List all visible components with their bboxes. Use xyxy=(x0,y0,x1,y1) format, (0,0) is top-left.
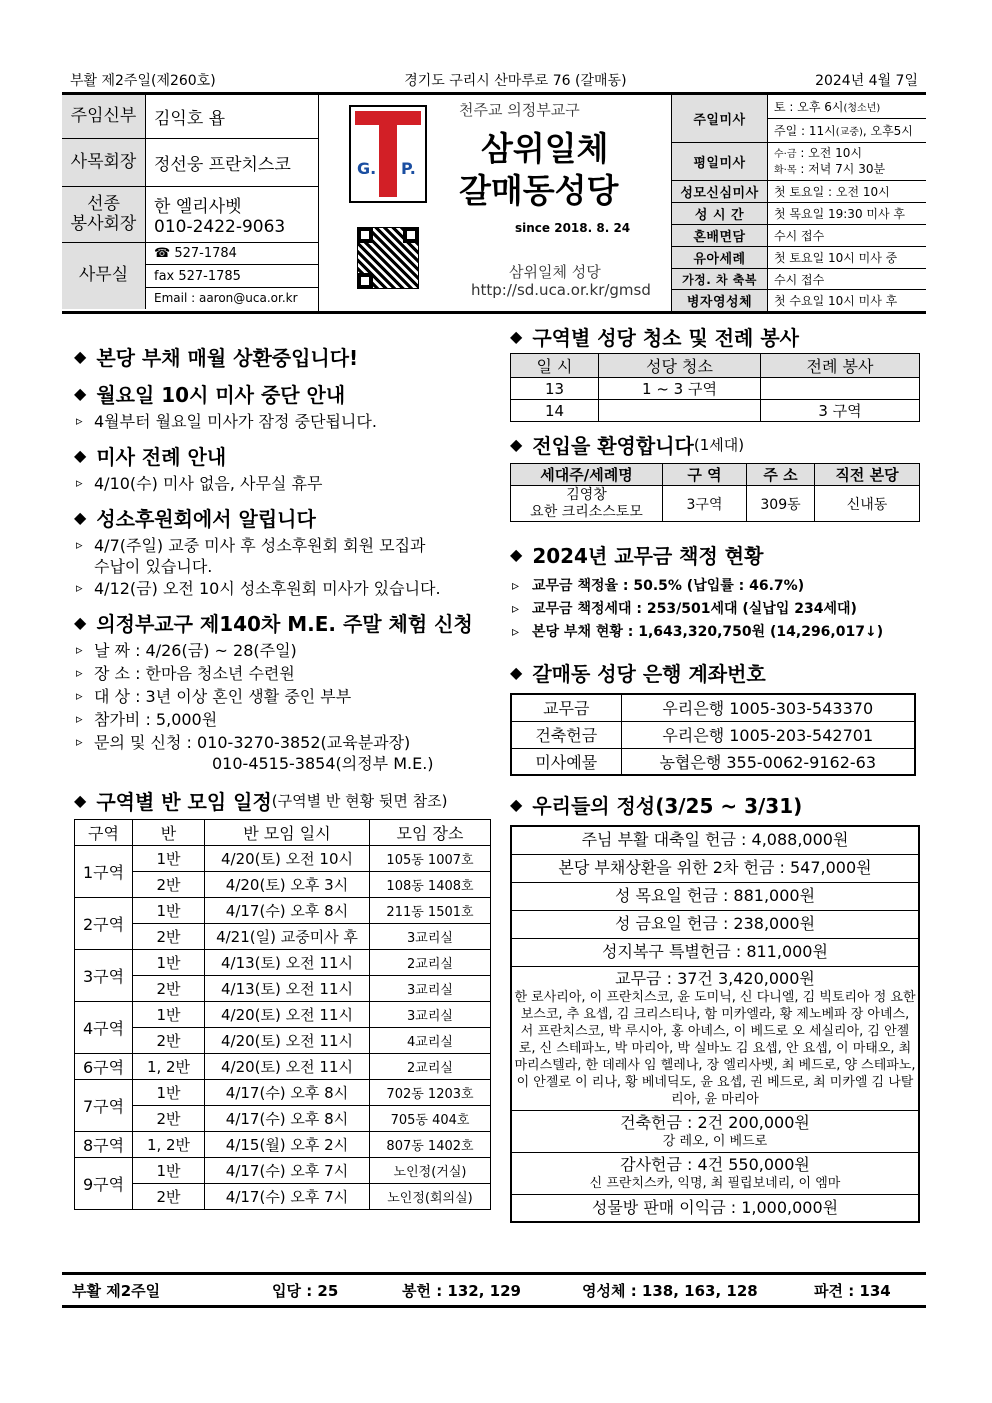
founding-date: since 2018. 8. 24 xyxy=(515,221,631,235)
diamond-icon: ◆ xyxy=(510,663,523,682)
sunday-sun: 주일 : 11시 xyxy=(774,124,836,138)
infant-baptism-label: 유아세례 xyxy=(672,247,768,268)
mission-phone: 010-2422-9063 xyxy=(154,217,286,237)
blessing-label: 가정. 차 축복 xyxy=(672,269,768,289)
new-family-table xyxy=(510,463,920,522)
issue-number: 부활 제2주일(제260호) xyxy=(70,73,216,89)
table-row: 교무금 : 37건 3,420,000원 한 로사리아, 이 프란치스코, 윤 도미닉, 신 다니엘, 김 빅토리아 정 요한보스코, 추 요셉, 김 크리스티나, 함 미카엘라, 황 제노베파 장 아녜스, 서 프란치스코, 박 루시아, 홍 아녜스, 이 베드로 오 세실리아, 김 안젤로, 신 스테파노, 박 마리아, 박 실바노 김 요셉, 안 요셉, 이 마태오, 최 마리스텔라, 한 데레사 임 헬레나, 장 엘리사벳, 최 베드로, 양 스테파노, 이 안젤로 이 리나, 황 베네딕도, 윤 요셉, 권 베드로, 최 미카엘 김 나탈리아, 윤 마리아 xyxy=(511,966,919,1110)
priest-label: 주임신부 xyxy=(62,95,146,138)
weekday-2-day: 화·목 xyxy=(774,164,797,176)
patron-heading: ◆ 성소후원회에서 알립니다 xyxy=(74,507,316,531)
mission-label: 선종 봉사회장 xyxy=(62,187,146,242)
table-header: 반 모임 일시 xyxy=(205,820,370,846)
table-row: 성 금요일 헌금 : 238,000원 xyxy=(511,910,919,938)
weekday-1-day: 수·금 xyxy=(774,148,797,160)
table-row: 2반 4/17(수) 오후 8시 705동 404호 xyxy=(75,1106,491,1132)
table-row: 2반 4/20(토) 오후 3시 108동 1408호 xyxy=(75,872,491,898)
table-row: 감사헌금 : 4건 550,000원 신 프란치스카, 익명, 최 필립보네리, 이 엠마 xyxy=(511,1152,919,1194)
table-row: 성물방 판매 이익금 : 1,000,000원 xyxy=(511,1194,919,1222)
mission-name: 한 엘리사벳 xyxy=(154,197,242,217)
list-item: ▹ 본당 부채 현황 : 1,643,320,750원 (14,296,017↓) xyxy=(512,621,926,644)
sunday-sat: 토 : 오후 6시 xyxy=(774,100,844,114)
diamond-icon: ◆ xyxy=(510,327,523,346)
table-header: 반 xyxy=(133,820,205,846)
table-header: 구 역 xyxy=(663,464,747,486)
table-header: 주 소 xyxy=(747,464,815,486)
diocese-name: 천주교 의정부교구 xyxy=(459,101,580,119)
table-row: 성 목요일 헌금 : 881,000원 xyxy=(511,882,919,910)
offering-table xyxy=(510,825,920,1223)
logo-g-text: G. xyxy=(357,159,377,178)
table-row: 건축헌금 : 2건 200,000원 강 레오, 이 베드로 xyxy=(511,1110,919,1152)
heart-mass-value: 첫 토요일 : 오전 10시 xyxy=(774,185,890,199)
diamond-icon: ◆ xyxy=(74,791,87,810)
list-item: ▹ 문의 및 신청 : 010-3270-3852(교육분과장) xyxy=(76,731,496,754)
offering-heading: ◆ 우리들의 정성(3/25 ~ 3/31) xyxy=(510,794,803,818)
sunday-sun-note: (교중) xyxy=(835,127,863,138)
list-item: ▹ 4월부터 월요일 미사가 잠정 중단됩니다. xyxy=(76,410,496,433)
holy-hour-label: 성 시 간 xyxy=(672,203,768,224)
table-row: 주님 부활 대축일 헌금 : 4,088,000원 xyxy=(511,826,919,854)
list-item: ▹ 4/10(수) 미사 없음, 사무실 휴무 xyxy=(76,472,496,495)
table-header: 일 시 xyxy=(511,354,599,378)
table-row: 14 3 구역 xyxy=(511,400,920,422)
left-column xyxy=(62,314,496,1223)
table-row: 2구역 1반 4/17(수) 오후 8시 211동 1501호 xyxy=(75,898,491,924)
issue-date: 2024년 4월 7일 xyxy=(815,73,918,89)
weekday-2: : 저녁 7시 30분 xyxy=(796,161,886,176)
me-heading: ◆ 의정부교구 제140차 M.E. 주말 체험 신청 xyxy=(74,612,473,636)
table-header: 세대주/세례명 xyxy=(511,464,663,486)
sunday-sun-tail: , 오후5시 xyxy=(862,124,913,138)
bank-heading: ◆ 갈매동 성당 은행 계좌번호 xyxy=(510,662,766,686)
mass-schedule-box xyxy=(671,95,926,311)
diamond-icon: ◆ xyxy=(510,435,523,454)
list-item: ▹ 교무금 책정율 : 50.5% (납입률 : 46.7%) xyxy=(512,575,926,598)
sunday-sat-note: (청소년) xyxy=(843,103,881,114)
table-row: 성지복구 특별헌금 : 811,000원 xyxy=(511,938,919,966)
heart-mass-label: 성모신심미사 xyxy=(672,181,768,202)
staff-box xyxy=(62,95,319,311)
list-item: ▹ 교무금 책정세대 : 253/501세대 (실납입 234세대) xyxy=(512,598,926,621)
debt-heading: ◆ 본당 부채 매월 상환중입니다! xyxy=(74,346,359,370)
table-row: 2반 4/17(수) 오후 7시 노인정(회의실) xyxy=(75,1184,491,1210)
issue-line xyxy=(62,70,926,92)
list-item: ▹ 4/12(금) 오전 10시 성소후원회 미사가 있습니다. xyxy=(76,577,496,600)
priest-value: 김익호 욥 xyxy=(154,109,226,129)
cleaning-table xyxy=(510,353,920,422)
table-row: 본당 부채상환을 위한 2차 헌금 : 547,000원 xyxy=(511,854,919,882)
table-header: 구역 xyxy=(75,820,133,846)
church-title-block xyxy=(319,95,671,311)
diamond-icon: ◆ xyxy=(74,384,87,403)
footer-week: 부활 제2주일 xyxy=(72,1281,161,1300)
council-label: 사목회장 xyxy=(62,139,146,186)
list-item: ▹ 참가비 : 5,000원 xyxy=(76,708,496,731)
blessing-value: 수시 접수 xyxy=(774,272,825,287)
list-item: ▹ 4/7(주일) 교중 미사 후 성소후원회 회원 모집과 xyxy=(76,534,496,557)
table-row: 2반 4/20(토) 오전 11시 4교리실 xyxy=(75,1028,491,1054)
table-header: 모임 장소 xyxy=(370,820,491,846)
list-item: 010-4515-3854(의정부 M.E.) xyxy=(212,754,434,773)
right-column xyxy=(496,314,926,1223)
diamond-icon: ◆ xyxy=(74,613,87,632)
marriage-value: 수시 접수 xyxy=(774,229,825,243)
table-header: 성당 청소 xyxy=(599,354,761,378)
church-address: 경기도 구리시 산마루로 76 (갈매동) xyxy=(404,73,627,89)
church-title-line2: 갈매동성당 xyxy=(459,171,619,210)
footer-communion-hymn: 영성체 : 138, 163, 128 xyxy=(582,1281,758,1300)
diocese-logo xyxy=(349,105,427,203)
website-name: 삼위일체 성당 xyxy=(509,263,601,281)
table-row: 9구역 1반 4/17(수) 오후 7시 노인정(거실) xyxy=(75,1158,491,1184)
table-row: 8구역 1, 2반 4/15(월) 오후 2시 807동 1402호 xyxy=(75,1132,491,1158)
footer-entry-hymn: 입당 : 25 xyxy=(272,1281,339,1300)
logo-p-text: P. xyxy=(401,159,416,178)
office-label: 사무실 xyxy=(62,243,146,309)
table-row: 2반 4/21(일) 교중미사 후 3교리실 xyxy=(75,924,491,950)
sick-communion-label: 병자영성체 xyxy=(672,290,768,311)
monday-heading: ◆ 월요일 10시 미사 중단 안내 xyxy=(74,383,346,407)
office-email[interactable]: Email : aaron@uca.or.kr xyxy=(154,291,298,305)
list-item: ▹ 대 상 : 3년 이상 혼인 생활 중인 부부 xyxy=(76,685,496,708)
sunday-mass-label: 주일미사 xyxy=(672,95,768,142)
list-item: 수납이 있습니다. xyxy=(94,557,213,576)
diamond-icon: ◆ xyxy=(74,446,87,465)
bank-account-table xyxy=(510,693,916,776)
marriage-label: 혼배면담 xyxy=(672,225,768,246)
welcome-heading: ◆ 전입을 환영합니다 (1세대) xyxy=(510,434,745,458)
council-value: 정선웅 프란치스코 xyxy=(154,155,291,175)
diamond-icon: ◆ xyxy=(510,795,523,814)
footer-dismissal-hymn: 파견 : 134 xyxy=(814,1281,891,1300)
table-row: 6구역 1, 2반 4/20(토) 오전 11시 2교리실 xyxy=(75,1054,491,1080)
diamond-icon: ◆ xyxy=(74,347,87,366)
cleaning-heading: ◆ 구역별 성당 청소 및 전례 봉사 xyxy=(510,326,799,350)
table-row: 교무금 우리은행 1005-303-543370 xyxy=(511,694,915,721)
church-title-line1: 삼위일체 xyxy=(481,129,609,168)
table-row: 7구역 1반 4/17(수) 오후 8시 702동 1203호 xyxy=(75,1080,491,1106)
footer-offertory-hymn: 봉헌 : 132, 129 xyxy=(402,1281,521,1300)
table-row: 김영창 요한 크리소스토모 3구역 309동 신내동 xyxy=(511,486,920,522)
qr-code-icon[interactable] xyxy=(357,227,419,289)
sick-communion-value: 첫 수요일 10시 미사 후 xyxy=(774,294,898,308)
table-row: 4구역 1반 4/20(토) 오전 11시 3교리실 xyxy=(75,1002,491,1028)
table-row: 13 1 ~ 3 구역 xyxy=(511,378,920,400)
table-row: 3구역 1반 4/13(토) 오전 11시 2교리실 xyxy=(75,950,491,976)
list-item: ▹ 장 소 : 한마음 청소년 수련원 xyxy=(76,662,496,685)
office-tel: ☎ 527-1784 xyxy=(146,243,318,265)
masthead xyxy=(62,95,926,311)
banmo-table xyxy=(74,819,491,1210)
table-header: 직전 본당 xyxy=(815,464,920,486)
website-url[interactable]: http://sd.uca.or.kr/gmsd xyxy=(471,281,651,299)
office-fax: fax 527-1785 xyxy=(146,266,318,288)
dues-heading: ◆ 2024년 교무금 책정 현황 xyxy=(510,544,764,568)
table-header: 전례 봉사 xyxy=(761,354,920,378)
table-row: 건축헌금 우리은행 1005-203-542701 xyxy=(511,721,915,748)
diamond-icon: ◆ xyxy=(510,545,523,564)
list-item: ▹ 날 짜 : 4/26(금) ~ 28(주일) xyxy=(76,639,496,662)
table-row: 미사예물 농협은행 355-0062-9162-63 xyxy=(511,748,915,775)
weekday-1: : 오전 10시 xyxy=(796,145,863,160)
table-row: 1구역 1반 4/20(토) 오전 10시 105동 1007호 xyxy=(75,846,491,872)
holy-hour-value: 첫 목요일 19:30 미사 후 xyxy=(774,207,905,221)
hymn-footer xyxy=(62,1272,926,1308)
table-row: 2반 4/13(토) 오전 11시 3교리실 xyxy=(75,976,491,1002)
bulletin-page xyxy=(62,70,926,1223)
diamond-icon: ◆ xyxy=(74,508,87,527)
mass-notice-heading: ◆ 미사 전례 안내 xyxy=(74,445,227,469)
banmo-heading: ◆ 구역별 반 모임 일정 (구역별 반 현황 뒷면 참조) xyxy=(74,790,448,814)
infant-baptism-value: 첫 토요일 10시 미사 중 xyxy=(774,251,898,265)
weekday-mass-label: 평일미사 xyxy=(672,143,768,180)
